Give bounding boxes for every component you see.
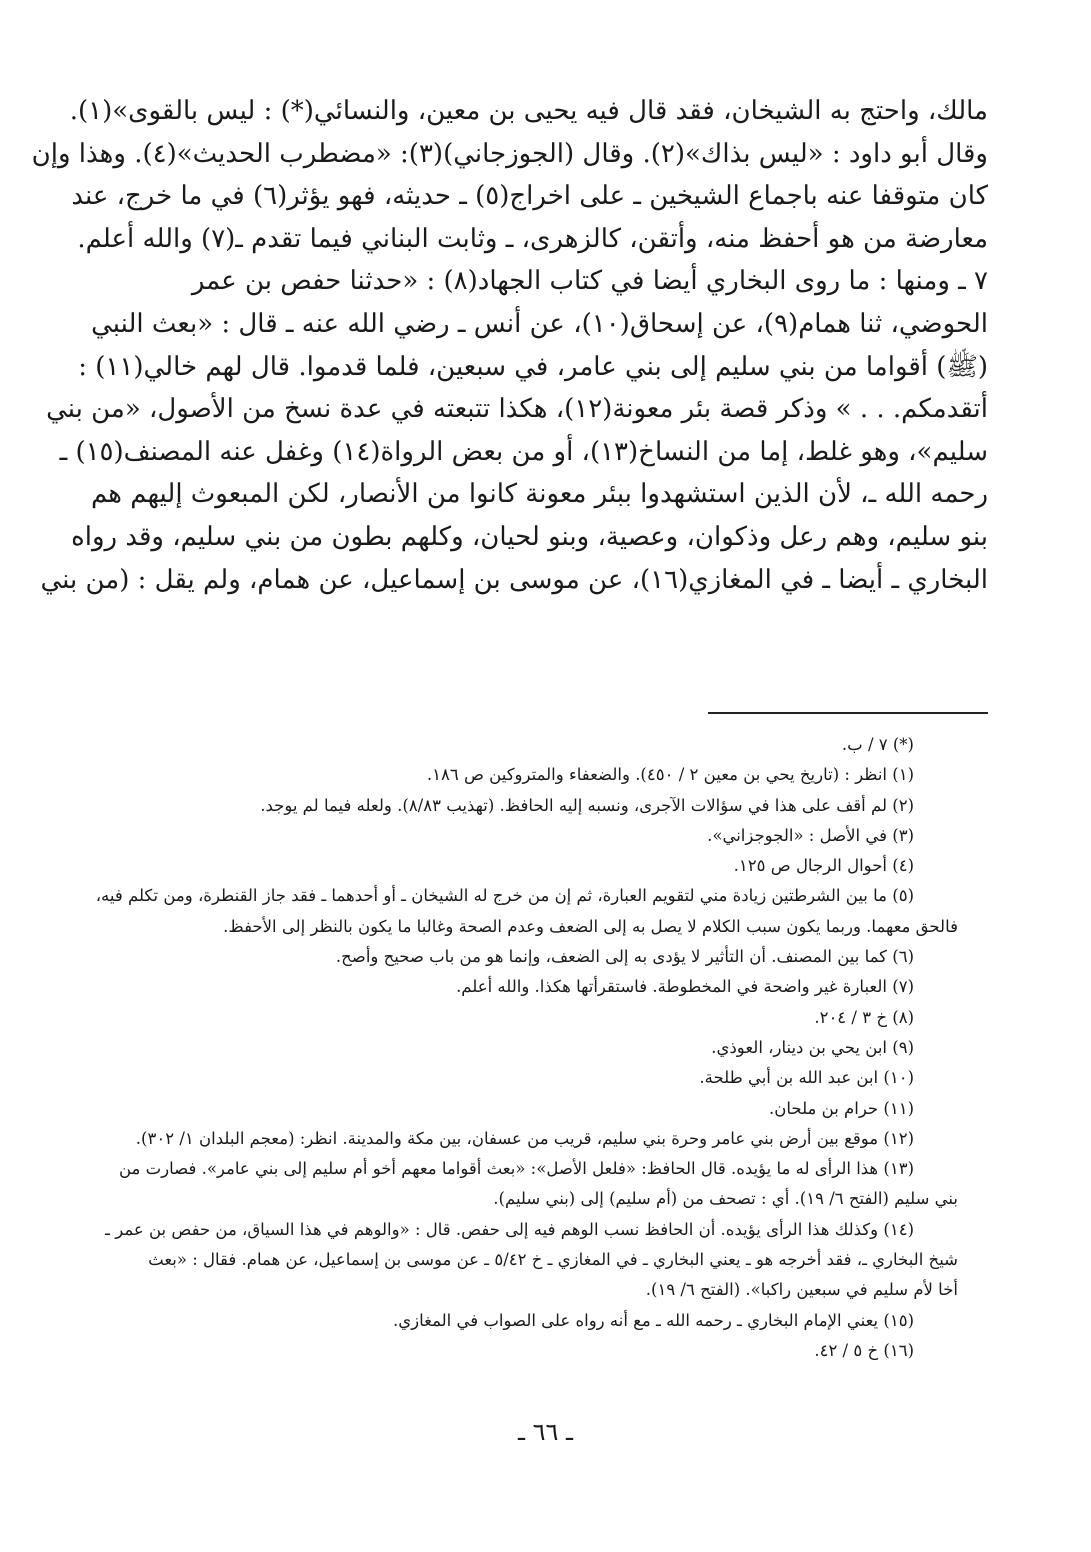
footnote-line: (١٥) يعني الإمام البخاري ـ رحمه الله ـ مع أنه رواه على الصواب في المغازي.	[392, 1310, 914, 1330]
page-number: ـ ٦٦ ـ	[517, 1418, 574, 1446]
body-line: بنو سليم، وهم رعل وذكوان، وعصية، وبنو لحيان، وكلهم بطون من بني سليم، وقد رواه	[71, 521, 988, 552]
footnote-line: أخا لأم سليم في سبعين راكبا». (الفتح ٦/ ١٩).	[645, 1280, 958, 1300]
footnote-line: (٢) لم أقف على هذا في سؤالات الآجرى، ونسبه إليه الحافظ. (تهذيب ٨/٨٣). ولعله فيما لم يوجد.	[260, 795, 914, 815]
footnote-line: (١١) حرام بن ملحان.	[769, 1098, 914, 1118]
body-line: الحوضي، ثنا همام(٩)، عن إسحاق(١٠)، عن أنس ـ رضي الله عنه ـ قال : «بعث النبي	[91, 308, 988, 339]
body-line: (ﷺ) أقواما من بني سليم إلى بني عامر، في سبعين، فلما قدموا. قال لهم خالي(١١) :	[78, 351, 988, 382]
footnote-line: (١٣) هذا الرأى له ما يؤيده. قال الحافظ: «فلعل الأصل»: «بعث أقواما معهم أخو أم سليم إلى بني عامر». فصارت من	[118, 1159, 914, 1179]
footnote-separator	[708, 712, 988, 714]
footnote-line: (٤) أحوال الرجال ص ١٢٥.	[733, 856, 914, 876]
footnote-line: (٣) في الأصل : «الجوجزاني».	[707, 825, 914, 845]
footnotes	[95, 730, 958, 1366]
footnote-line: فالحق معهما. وربما يكون سبب الكلام لا يصل به إلى الضعف وعدم الصحة وغالبا ما يكون بالنظر إلى الأحفظ.	[223, 916, 958, 936]
footnote-line: (٧) العبارة غير واضحة في المخطوطة. فاستقرأتها هكذا. والله أعلم.	[456, 977, 914, 997]
footnote-line: (١٦) خ ٥ / ٤٢.	[814, 1340, 914, 1360]
body-line: معارضة من هو أحفظ منه، وأتقن، كالزهرى، ـ وثابت البناني فيما تقدم ـ(٧) والله أعلم.	[77, 223, 988, 254]
footnote-line: (١) انظر : (تاريخ يحي بن معين ٢ / ٤٥٠). والضعفاء والمتروكين ص ١٨٦.	[426, 765, 914, 785]
footnote-line: (١٠) ابن عبد الله بن أبي طلحة.	[699, 1068, 914, 1088]
body-line: أتقدمكم. . . » وذكر قصة بئر معونة(١٢)، هكذا تتبعته في عدة نسخ من الأصول، «من بني	[46, 394, 988, 425]
body-line: كان متوقفا عنه باجماع الشيخين ـ على اخراج(٥) ـ حديثه، فهو يؤثر(٦) في ما خرج، عند	[71, 181, 988, 212]
footnote-line: بني سليم (الفتح ٦/ ١٩). أي : تصحف من (أم سليم) إلى (بني سليم).	[493, 1189, 958, 1209]
body-line: رحمه الله ـ، لأن الذين استشهدوا ببئر معونة كانوا من الأنصار، لكن المبعوث إليهم هم	[90, 479, 988, 510]
footnote-line: (٨) خ ٣ / ٢٠٤.	[814, 1007, 914, 1027]
footnote-line: (*) ٧ / ب.	[841, 735, 914, 754]
footnote-line: (٩) ابن يحي بن دينار، العوذي.	[711, 1037, 914, 1057]
body-line: سليم»، وهو غلط، إما من النساخ(١٣)، أو من بعض الرواة(١٤) وغفل عنه المصنف(١٥) ـ	[59, 436, 988, 467]
body-line: وقال أبو داود : «ليس بذاك»(٢). وقال (الجوزجاني)(٣): «مضطرب الحديث»(٤). وهذا وإن	[31, 138, 988, 169]
footnote-line: (١٤) وكذلك هذا الرأى يؤيده. أن الحافظ نسب الوهم فيه إلى حفص. قال : «والوهم في هذا السياق، من حفص بن عمر ـ	[105, 1219, 914, 1239]
body-line: البخاري ـ أيضا ـ في المغازي(١٦)، عن موسى بن إسماعيل، عن همام، ولم يقل : (من بني	[40, 564, 988, 595]
footnote-line: (٥) ما بين الشرطتين زيادة مني لتقويم العبارة، ثم إن من خرج له الشيخان ـ أو أحدهما ـ فقد جاز القنطرة، ومن تكلم فيه،	[95, 886, 914, 906]
footnote-line: (٦) كما بين المصنف. أن التأثير لا يؤدى به إلى الضعف، وإنما هو من باب صحيح وأصح.	[335, 947, 914, 967]
body-line: مالك، واحتج به الشيخان، فقد قال فيه يحيى بن معين، والنسائي(*) : ليس بالقوى»(١).	[69, 96, 988, 126]
main-text	[31, 90, 988, 601]
body-line: ٧ ـ ومنها : ما روى البخاري أيضا في كتاب الجهاد(٨) : «حدثنا حفص بن عمر	[191, 266, 988, 297]
footnote-line: شيخ البخاري ـ، فقد أخرجه هو ـ يعني البخاري ـ في المغازي ـ خ ٥/٤٢ ـ عن موسى بن إسماعيل، عن همام. فقال : «بعث	[148, 1250, 958, 1270]
footnote-line: (١٢) موقع بين أرض بني عامر وحرة بني سليم، قريب من عسفان، بين مكة والمدينة. انظر: (معجم البلدان ١/ ٣٠٢).	[135, 1128, 914, 1148]
